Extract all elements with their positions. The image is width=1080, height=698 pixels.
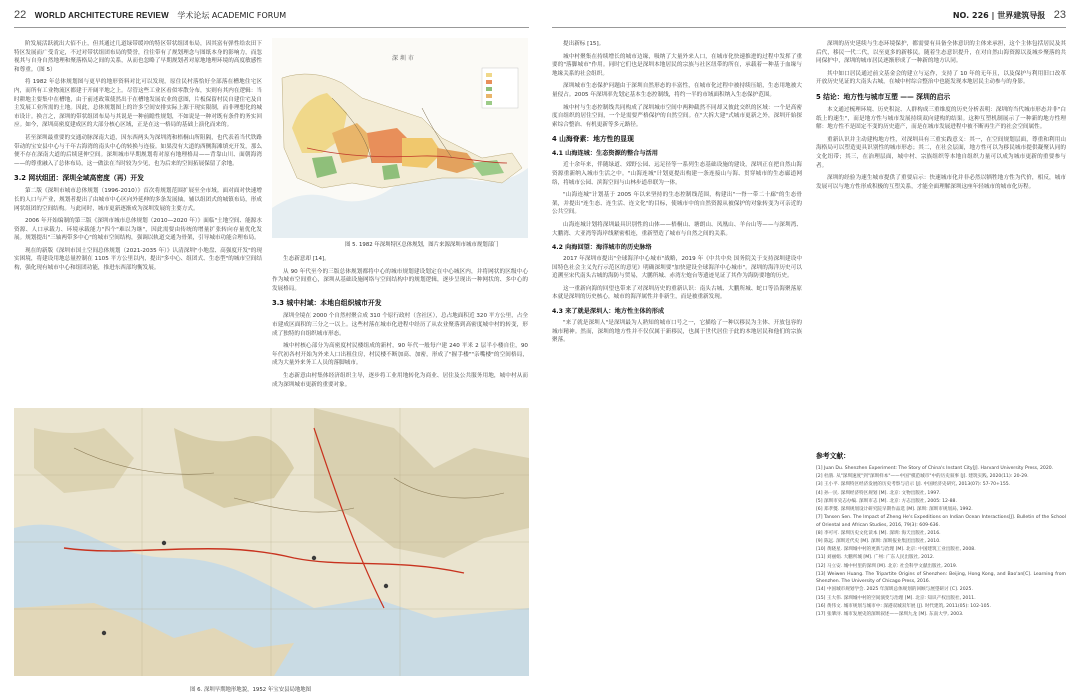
section-heading: 3.2 网状组团：深圳全域高密度（再）开发 [14, 174, 144, 183]
paragraph: 重新认识并主动建构地方性，对深圳具有三重实践意义：其一，在空间规划层面，尊重和利用山海格局可以塑造更具识别性的城市形态；其二，在社会层面，地方性可以为移民城市提供凝聚认同的文化纽带；其三，在治理层面，城中村、宗族组织等本地自组织力量可以成为城市更新的重要参与者。 [816, 136, 1066, 169]
paragraph: "山海连城"计划基于 2005 年以来坚持的生态控制线范围，构建出"一脊一带二十廊"的生态骨架，并提出"连生态、连生活、连文化"的目标，使城市中的自然资源从被保护的对象转变为可亲近的公共空间。 [552, 192, 802, 216]
references-heading: 参考文献： [816, 452, 850, 460]
map-title: 深 圳 市 [392, 55, 414, 62]
paragraph: 深圳城市生态保护问题由于深圳自然形态的丰富性，在城市化过程中被持续压缩，生态用地被大量侵占。2005 年深圳率先划定基本生态控制线，将约一半的市域面积纳入生态保护范围。 [552, 83, 802, 98]
paragraph: 甚至深圳最重要的交通动脉深南大道，因东西两头为深圳湾和梧桐山所阻隔，也代表着当代铁路带动的宝安县中心与千年古海湾的南头中心的转换与连接。如果没有大道的西侧海滩填充开发，那么便不存在深南大道的后续延伸空间。深圳城市早期规划将对原有地理格局——背靠山川、面朝海湾——的尊重融入了总体布局，这一做法在当时较为少见，也为后来的空间拓展保留了余地。 [14, 134, 262, 167]
paragraph: 阶发展活跃就出大佰不止，但其通过几道绿带缓冲的特区带状组团布局，因其富有弹性给农田下特区发展而广受肯定，不过对带状组团布局的赞誉，往往带有了规划理念与图纸本身的影响力，而忽视其与自身自然地理和聚落格局之间的关系，从而也忽略了早期规划者对原地地理环境的高度敏感性和尊重。（图 5） [14, 41, 262, 73]
paragraph: 这一重新向海的回望也带来了对深圳历史的重新认识：南头古城、大鹏所城、蛇口等沿海聚落原本就是深圳的历史核心，城市的海洋属性并非新生，而是被重新发现。 [552, 285, 802, 301]
reference-item: [4] 孙一民. 深圳经济特区规划 [M]. 北京: 文物出版社, 1997. [816, 490, 941, 496]
paragraph: 深圳全境在 2000 个自然村聚合成 310 个原行政村（含社区），总占地面积近 320 平方公里，占全市建成区面积的三分之一以上。这些村落在城市化进程中经历了从农业聚落到高密度城中村的转变，形成了独特的自组织城市形态。 [272, 313, 528, 337]
paragraph: 2006 年开始编制的第三版《深圳市城市总体规划（2010—2020 年）》面临"土地空间、能源水资源、人口承载力、环境承载能力"四个"难以为继"，因此需要由传统的增量扩张转向存量优化发展。规划提出"三轴两带多中心"的城市空间结构，强调以轨道交通为骨架，引导城市功能合理布局。 [14, 218, 262, 242]
column-3 [552, 40, 802, 690]
reference-item: [15] 王大伟. 深圳城中村的空间演变与治理 [M]. 北京: 知识产权出版社, 2011. [816, 595, 976, 601]
section-heading: 4 山海脊素：地方性的显现 [552, 135, 634, 144]
reference-item: [13] Weiwen Huang. The Tripartite Origins of Shenzhen: Beijing, Hong Kong, and Bao'an[C]. Learning from Shenzhen. The University of Chicago Press, 2016. [816, 571, 1066, 585]
issue-label: NO. 226 | 世界建筑导报 [952, 11, 1046, 20]
subsection-heading: 4.2 向海回望：海洋城市的历史脉络 [552, 244, 652, 252]
reference-item: [6] 郑孝燮. 深圳规划设计研究院早期作品选 [M]. 深圳: 深圳市规划局, 1992. [816, 507, 973, 513]
paragraph: 城中村聚集在持续增长的城市边缘，吸纳了大量外来人口，在城市化快速推进的过程中发挥了重要的"落脚城市"作用。同时它们也是深圳本地居民的宗族与社区纽带的所在，承载着一种基于血缘与地缘关系的社会组织。 [552, 53, 802, 77]
legend-swatch [486, 94, 492, 98]
figure-6-caption: 图 6. 深圳早期地形地貌，1952 年宝安县局地地图 [190, 687, 312, 693]
paragraph: 生态新意由村集体经济组织主导，逐步将工业用地转化为商业、居住及公共服务用地，城中村从而成为深圳城市更新的重要对象。 [272, 372, 528, 388]
reference-item: [16] 黄伟文. 城市规划与城市中: 深港双城双年展 [J]. 时代建筑, 2011(05): 102-105. [816, 603, 991, 609]
settlement-marker [102, 631, 106, 635]
column-2 [272, 255, 528, 405]
settlement-marker [162, 541, 166, 545]
header-left [14, 9, 286, 21]
paragraph: 近十余年来，伴随绿道、郊野公园、远足径等一系列生态基础设施的建设，深圳正在把自然山海资源重新纳入城市生活之中。"山海连城"计划更提出构建一条连接山与海、贯穿城市的生态廊道网络，将城市公园、滨海空间与山林步道串联为一体。 [552, 162, 802, 186]
paragraph: 将 1982 年总体规划图与更早的地形资料对比可以发现，原住民村落恰好全部落在槽地住宅区内，而所有工业物流区都建于开阔平地之上。尽管这些工业区看似零散分布，实则有其内在逻辑：当时耕地主要集中在槽地，由于前述政策使然出于在槽地发展农业的意图，片板保留村民自建住宅及自主发展工业所需的土地。因此，总体规划图上的许多空间安排实际上源于现实限制，而非理想化的城市设计。换言之，深圳的带状组团布局与其说是一种前瞻性规划，不如说是一种对既有条件的务实回应。如今，深圳高密度建成区的大部分核心区域，正是在这一格局的基础上演化而来的。 [14, 79, 262, 129]
reference-item: [11] 刘丽娟. 大鹏所城 [M]. 广州: 广东人民出版社, 2012. [816, 555, 935, 561]
journal-title: WORLD ARCHITECTURE REVIEW [34, 11, 169, 20]
paragraph: "来了就是深圳人"是深圳最为人熟知的城市口号之一，它描绘了一种以移民为主体、开放包容的城市精神。然而，深圳的地方性并不仅仅属于新移民，也属于世代居住于此的本地居民和他们的宗族聚落。 [552, 320, 802, 344]
section-heading: 5 结论：地方性与城市互塑 —— 深圳的启示 [816, 92, 951, 101]
reference-item: [3] 王小平. 深圳特区经济发展的历史考察与启示 [J]. 中国经济史研究, 2013(07): 57-70+155. [816, 482, 1011, 488]
reference-item: [1] Juan Du. Shenzhen Experiment: The Story of China's Instant City[J]. Harvard University Press, 2020. [816, 466, 1054, 471]
legend-swatch [486, 73, 492, 77]
column-4 [816, 40, 1066, 440]
subsection-heading: 4.1 山海连城：生态资源的整合与活用 [552, 150, 658, 158]
reference-item: [12] 马立安. 城中村里的深圳 [M]. 北京: 社会科学文献出版社, 2019. [816, 563, 958, 569]
paragraph: 现在的新版《深圳市国土空间总体规划（2021-2035 年）》认清深圳"小地盘、高强度开发"的现实困境，将建设用地总量控制在 1105 平方公里以内，提出"多中心、组团式、生态型"的城市空间结构，强化现有城市中心和组团功能，推进东西部均衡发展。 [14, 247, 262, 272]
header-right [953, 9, 1066, 21]
header-rule-right [552, 27, 1066, 28]
paragraph: 本文通过梳理环境、历史积淀、人群构成三重维度的历史分析表明：深圳的当代城市形态并非"白纸上的速生"，而是地方性与城市发展持续双向建构的结果。这种互塑机制展示了一种新的地方性理解：地方性不是固定不变的历史遗产，而是在城市发展进程中被不断再生产的社会空间属性。 [816, 106, 1066, 131]
paragraph: 深圳的经验为速生城市提供了重要启示：快速城市化并非必然以牺牲地方性为代价，相反，城市发展可以与地方性形成积极的互塑关系，才能全面理解深圳这座年轻城市的城市化历程。 [816, 175, 1066, 190]
paragraph: 其中如口居民通过前文基金会的建立与运作，支持了 10 年的无年且，以及保护与利用旧口改革开放历史见证的大南头古城，在城中村综合整治中也能发现本地居民主动参与的身影。 [816, 70, 1066, 86]
header-rule-left [14, 27, 529, 28]
figure-6-historic-map [14, 408, 529, 676]
historic-map [14, 408, 529, 676]
paragraph: 生态新意却 [14]。 [283, 256, 330, 262]
paragraph: 城中村核心部分为高密度村民楼组成的新村，90 年代一般每户建 240 平米 2 层半小楼自住，90 年代初各村开始为外来人口出租住房，村民楼不断加高、加密，形成了"握手楼""亲嘴楼"的空间格局，成为大量外来务工人员的落脚城市。 [272, 343, 528, 367]
legend-swatch [486, 87, 492, 91]
legend-swatch [486, 80, 492, 84]
zone-green-2 [382, 164, 400, 180]
right-page-number: 23 [1053, 9, 1066, 21]
paragraph: 第二版《深圳市城市总体规划（1996-2010）》首次将规划范围扩展至全市域。面对面对快速增长的人口与产业，规划者提出了由城市中心区向外延伸的多条发展轴，辅以组团式的城镇布局，形成网状组团的空间结构。与此同时，城市更新逐渐成为深圳发展的主要方式。 [14, 188, 262, 212]
paragraph: 从 90 年代至今的三版总体规划都将中心的城市规划建设划定在中心城区内，并将网状的区级中心作为城市空间重心，深圳从基础设施网络与空间结构中的规划逻辑，逐步呈现出一种网状的、多中心的发展格局。 [272, 268, 528, 292]
page-header [0, 0, 1080, 30]
section-label: 学术论坛 ACADEMIC FORUM [177, 11, 287, 20]
reference-item: [7] Tansen Sen. The Impact of Zheng He's Expeditions on Indian Ocean Interactions[J]. Bulletin of the School of Oriental and African Studies, 2016, 79(3): 609-636. [816, 515, 1066, 528]
paragraph: 山海连城计划将深圳最具识别性的山体——梧桐山、塘朗山、凤凰山、羊台山等——与深圳湾、大鹏湾、大亚湾等海岸线紧密相连，重新塑造了城市与自然之间的关系。 [552, 221, 802, 237]
figure-5-caption: 图 5. 1982 年深圳特区总体规划，图片来源深圳市城市规划部门 [345, 242, 499, 248]
reference-item: [5] 深圳市史志办编. 深圳市志 [M]. 北京: 方志出版社, 2005: 12-88. [816, 498, 957, 504]
subsection-heading: 4.3 来了就是深圳人：地方性主体的形成 [552, 308, 665, 316]
reference-item: [8] 李可可. 深圳历史文化读本 [M]. 深圳: 海天出版社, 2016. [816, 530, 941, 536]
paragraph: 城中村与生态控制线共同构成了深圳城市空间中两种截然不同却又彼此交织的区域：一个是高密度自组织的居住空间，一个是需要严格保护的自然空间。在"大拆大建"式城市更新之外，深圳开始探索综合整治、有机更新等多元路径。 [552, 104, 802, 128]
settlement-marker [384, 584, 388, 588]
paragraph: 提出新标 [15]。 [563, 41, 605, 47]
reference-item: [17] 张肇浔. 城市发展史的深圳叙述——深圳九龙 [M]. 东南大学, 2003. [816, 612, 964, 618]
settlement-marker [312, 556, 316, 560]
reference-item: [14] 中国城市规划学会. 2025 年深圳总体规划的回顾与展望研讨 [C]. 2025. [816, 587, 973, 593]
reference-item: [10] 黄晓星. 深圳城中村的更新与治理 [M]. 北京: 中国建筑工业出版社, 2008. [816, 547, 976, 553]
paragraph: 深圳的历史延续与生态环境保护，都需要有具备全体意识的主体来承担，这个主体包括居民及其后代，移民一代二代，以至更多的新移民。随着生态意识提升，在对自然山海资源以及城乡聚落的共同保护中，深圳的城市居民逐渐形成了一种新的地方认同。 [816, 41, 1066, 65]
reference-item: [2] 杜鹃. 从"深圳速度"到"深圳样本"——中国"模范城市"中的历史叙事 [J]. 建筑实践, 2020(11): 20-29. [816, 474, 1029, 480]
left-page-number: 22 [14, 9, 27, 21]
master-plan-map [272, 38, 528, 238]
figure-5-master-plan [272, 38, 528, 238]
reference-item: [9] 陈远. 深圳近代史 [M]. 深圳: 深圳报业集团出版社, 2010. [816, 539, 941, 545]
references [816, 448, 1066, 688]
section-heading: 3.3 城中村域：本地自组织城市开发 [272, 299, 382, 308]
paragraph: 2017 年深圳市提出"全球海洋中心城市"战略，2019 年《中共中央 国务院关于支持深圳建设中国特色社会主义先行示范区的意见》明确深圳要"加快建设全球海洋中心城市"。深圳的海洋历史可以追溯至宋代南头古城的海防与贸易，大鹏所城、赤湾左炮台等遗迹见证了其作为海防要地的历史。 [552, 256, 802, 280]
legend-swatch [486, 101, 492, 105]
